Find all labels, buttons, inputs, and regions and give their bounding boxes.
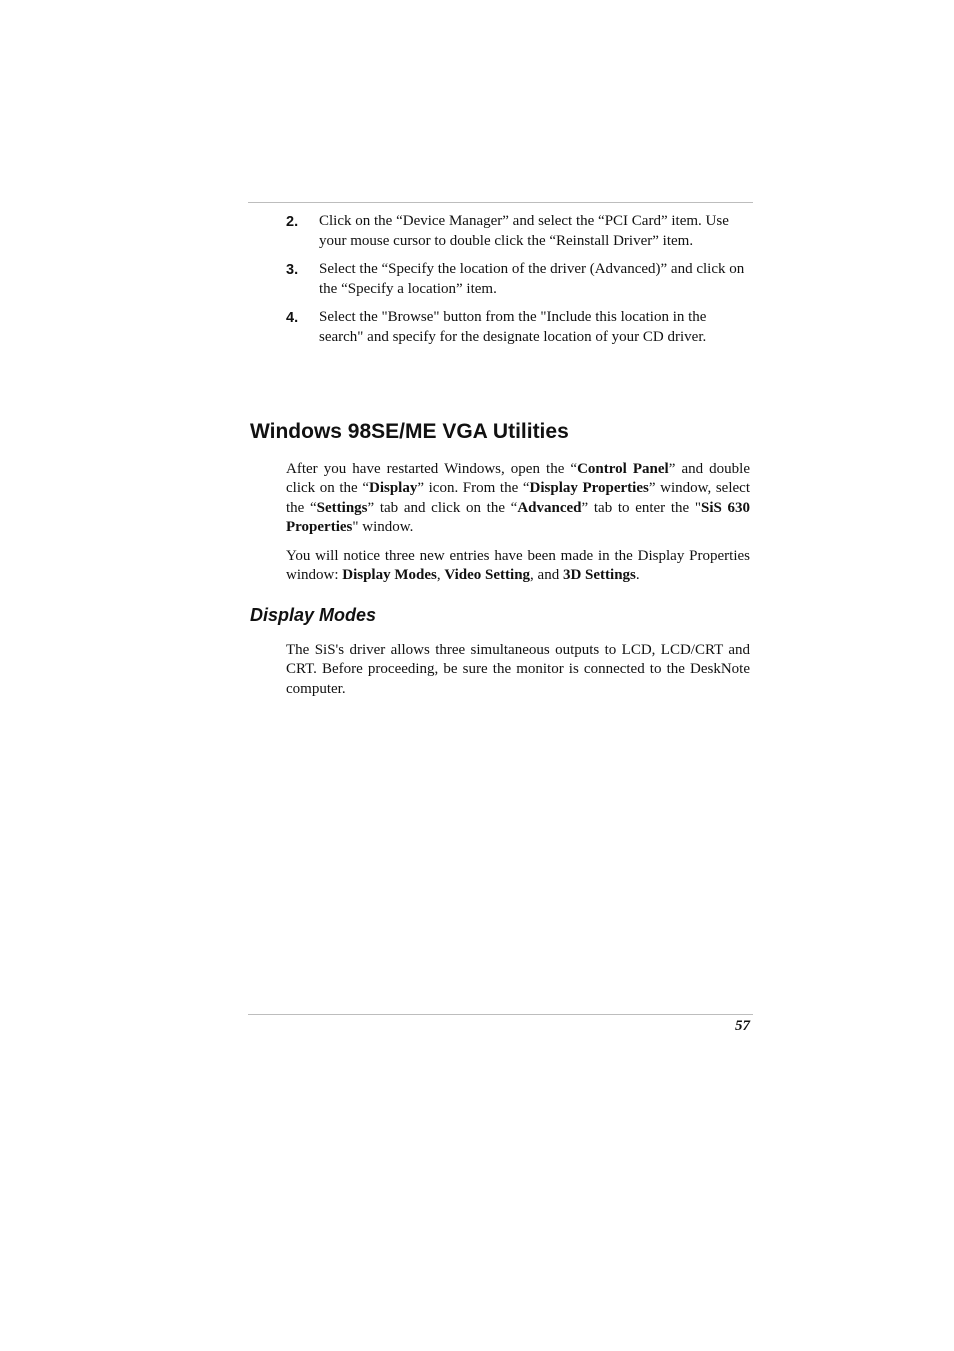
- subsection-paragraph: The SiS's driver allows three simultaneous outputs to LCD, LCD/CRT and CRT. Before proceeding, be sure the monitor is connected to the DeskNote computer.: [286, 642, 750, 697]
- bold-term: SiS 630 Properties: [286, 499, 751, 536]
- section-title: Windows 98SE/ME VGA Utilities: [250, 420, 569, 443]
- step-number: 2.: [286, 214, 299, 230]
- footer-rule: [248, 1014, 753, 1015]
- text-run: ” tab and click on the “: [367, 499, 518, 516]
- step-text: Click on the “Device Manager” and select the “PCI Card” item. Use your mouse cursor to double click the “Reinstall Driver” item.: [319, 213, 729, 249]
- bold-term: Control Panel: [577, 461, 669, 477]
- subsection-title: Display Modes: [250, 605, 377, 625]
- header-rule: [248, 202, 753, 203]
- bold-term: Video Setting: [444, 567, 531, 584]
- text-run: ” window, select the “: [286, 480, 750, 516]
- text-run: You will notice three new entries have been made in the Display Properties window:: [286, 548, 750, 584]
- section-paragraph-1: [286, 460, 750, 538]
- text-run: ” icon. From the “: [417, 480, 530, 497]
- steps-list: [286, 212, 752, 356]
- text-run: , and: [530, 567, 563, 584]
- bold-term: 3D Settings: [562, 567, 636, 584]
- bold-term: Settings: [316, 499, 368, 516]
- bold-term: Display Properties: [529, 480, 649, 497]
- text-run: .: [635, 567, 640, 584]
- step-text: Select the “Specify the location of the driver (Advanced)” and click on the “Specify a location” item.: [319, 261, 745, 297]
- step-number: 3.: [286, 262, 299, 278]
- text-run: ” tab to enter the ": [581, 499, 701, 516]
- step-number: 4.: [286, 310, 299, 326]
- step-text: Select the "Browse" button from the "Include this location in the search" and specify for the designate location of your CD driver.: [319, 309, 707, 345]
- bold-term: Display: [368, 480, 418, 497]
- list-item: [286, 260, 752, 299]
- list-item: [286, 308, 752, 347]
- section-paragraph-2: [286, 547, 750, 586]
- text-run: ,: [436, 567, 445, 584]
- text-run: After you have restarted Windows, open the “: [286, 461, 578, 477]
- bold-term: Advanced: [517, 499, 582, 516]
- bold-term: Display Modes: [342, 567, 437, 584]
- text-run: ” and double click on the “: [286, 461, 750, 497]
- page-number: 57: [735, 1018, 750, 1034]
- text-run: " window.: [352, 519, 414, 536]
- list-item: [286, 212, 752, 251]
